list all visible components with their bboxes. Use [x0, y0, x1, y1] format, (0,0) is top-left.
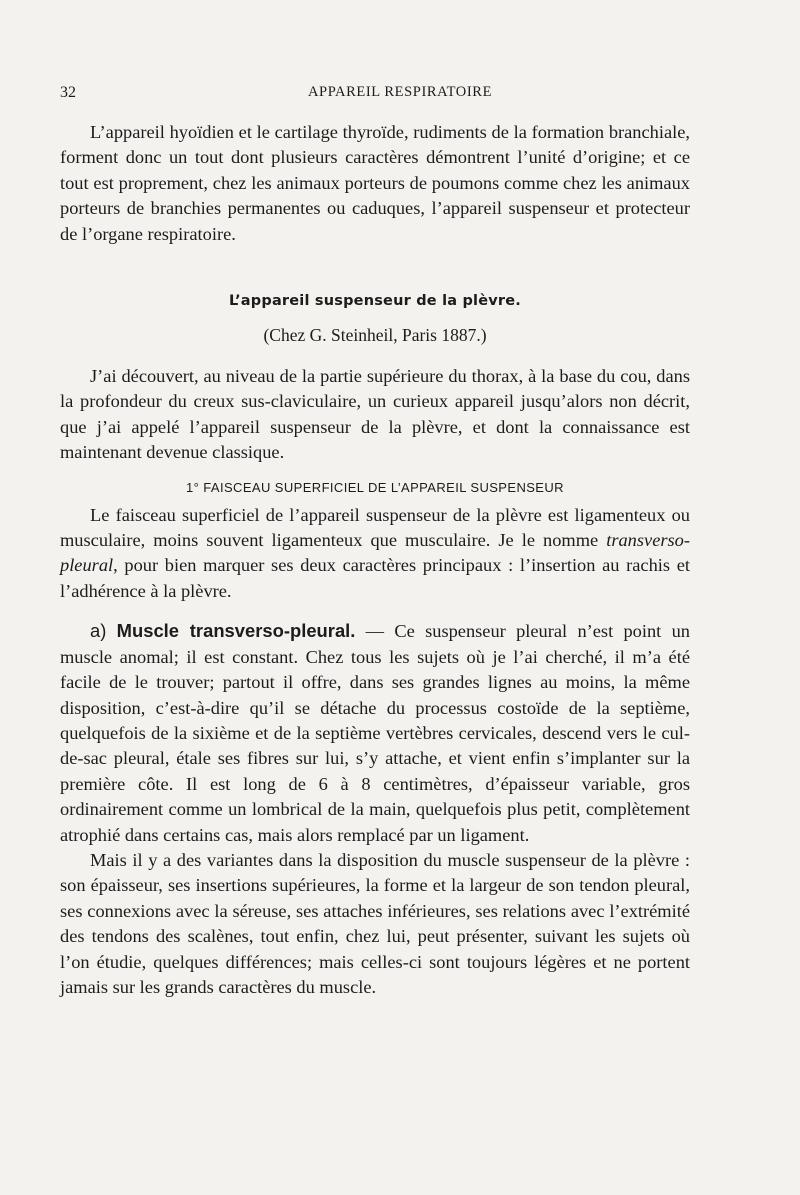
- paragraph-variants: Mais il y a des variantes dans la disposition du muscle suspenseur de la plèvre : son épaisseur, ses insertions supérieures, la forme et la largeur de son tendon pleural, ses connexions avec la séreuse, ses attaches inférieures, ses relations avec l’extrémité des tendons des scalènes, tout enfin, chez lui, peut présenter, suivant les sujets où l’on étudie, quelques différences; mais celles-ci sont toujours légères et ne portent jamais sur les grands caractères du muscle.: [60, 849, 690, 997]
- page-body: [60, 120, 690, 1000]
- section-title: L’appareil suspenseur de la plèvre.: [228, 293, 521, 310]
- paragraph-label: a): [90, 620, 107, 642]
- section-citation: (Chez G. Steinheil, Paris 1887.): [263, 325, 487, 346]
- running-head: APPAREIL RESPIRATOIRE: [307, 84, 493, 100]
- paragraph-4-text: — Ce suspenseur pleural n’est point un muscle anomal; il est constant. Chez tous les sujets où je l’ai cherché, il m’a été facile de le trouver; partout il offre, dans ses grandes lignes au moins, la même disposition, c’est-à-dire qu’il se détache du processus costoïde de la septième, quelquefois de la sixième et de la septième vertèbres cervicales, descend vers le cul-de-sac pleural, étale ses fibres sur lui, s’y attache, et vient enfin s’implanter sur la première côte. Il est long de 6 à 8 centimètres, d’épaisseur variable, gros ordinairement comme un lombrical de la main, quelquefois plus petit, complètement atrophié dans certains cas, mais alors remplacé par un ligament.: [60, 621, 690, 845]
- page-header: [60, 84, 740, 106]
- subheading-superficial-bundle: 1° FAISCEAU SUPERFICIEL DE L’APPAREIL SUSPENSEUR: [186, 479, 564, 495]
- paragraph-superficial-bundle: [60, 503, 690, 605]
- muscle-name: Muscle transverso-pleural.: [116, 620, 356, 642]
- paragraph-discovery: J’ai découvert, au niveau de la partie supérieure du thorax, à la base du cou, dans la profondeur du creux sus-claviculaire, un curieux appareil jusqu’alors non décrit, que j’ai appelé l’appareil suspenseur de la plèvre, et dont la connaissance est maintenant devenue classique.: [60, 366, 690, 463]
- paragraph-hyoid-apparatus: L’appareil hyoïdien et le cartilage thyroïde, rudiments de la formation branchiale, forment donc un tout dont plusieurs caractères démontrent l’unité d’origine; et ce tout est proprement, chez les animaux porteurs de poumons comme chez les animaux porteurs de branchies permanentes ou caduques, l’appareil suspenseur et protecteur de l’organe respiratoire.: [60, 122, 690, 244]
- term-transverso-pleural: transverso-pleural: [60, 530, 690, 576]
- paragraph-3-before: Le faisceau superficiel de l’appareil suspenseur de la plèvre est ligamenteux ou musculaire, moins souvent ligamenteux que musculaire. Je le nomme: [60, 504, 690, 551]
- paragraph-muscle-transverso-pleural: [60, 618, 690, 848]
- page-number: 32: [60, 84, 76, 101]
- paragraph-3-after: , pour bien marquer ses deux caractères principaux : l’insertion au rachis et l’adhérence à la plèvre.: [60, 555, 690, 601]
